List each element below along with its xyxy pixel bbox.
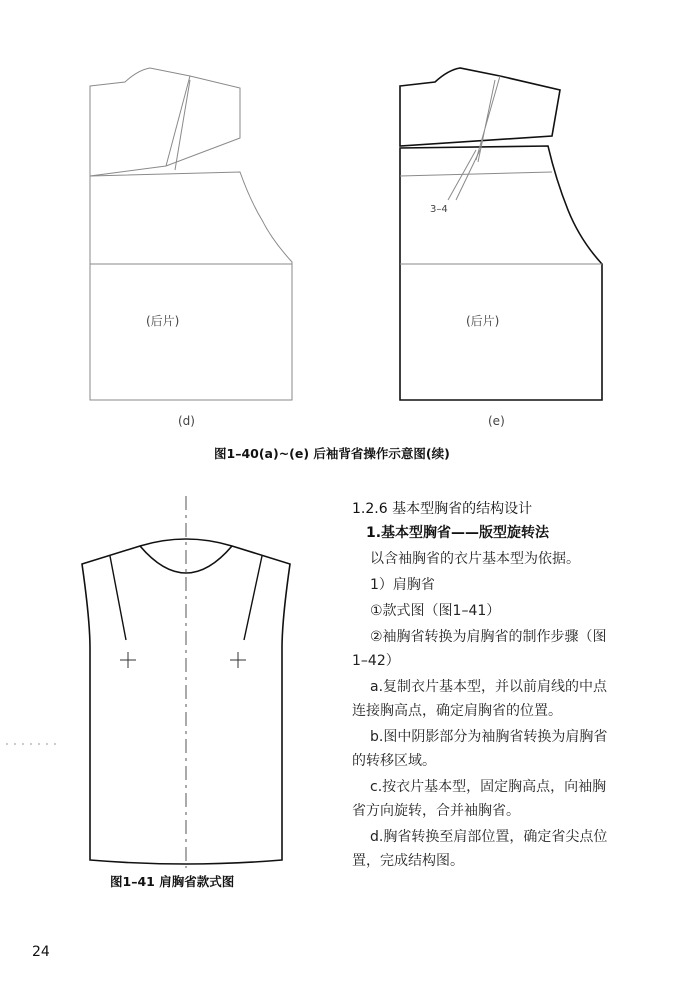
para-line-2: 1）肩胸省 — [370, 577, 435, 593]
panel-label-back-d: (后片) — [146, 314, 180, 328]
page-number: 24 — [32, 944, 50, 960]
sublabel-d: (d) — [178, 414, 195, 428]
para-line-5: 1–42） — [352, 653, 400, 669]
para-line-11: 省方向旋转，合并袖胸省。 — [352, 803, 520, 819]
para-line-10: c.按衣片基本型，固定胸高点，向袖胸 — [370, 779, 607, 795]
para-line-1: 以含袖胸省的衣片基本型为依据。 — [370, 551, 580, 567]
annotation-3-4: 3–4 — [430, 204, 448, 215]
sublabel-e: (e) — [488, 414, 505, 428]
para-line-12: d.胸省转换至肩部位置，确定省尖点位 — [370, 829, 608, 845]
section-subheading: 1.基本型胸省——版型旋转法 — [366, 525, 550, 541]
para-line-9: 的转移区域。 — [352, 753, 436, 769]
section-heading: 1.2.6 基本型胸省的结构设计 — [352, 501, 533, 517]
para-line-4: ②袖胸省转换为肩胸省的制作步骤（图 — [370, 629, 607, 645]
figure-caption-1-41: 图1–41 肩胸省款式图 — [110, 874, 235, 889]
para-line-13: 置，完成结构图。 — [352, 853, 464, 869]
para-line-3: ①款式图（图1–41） — [370, 603, 501, 619]
para-line-6: a.复制衣片基本型，并以前肩线的中点 — [370, 679, 608, 695]
figure-caption-1-40: 图1–40(a)~(e) 后袖背省操作示意图(续) — [214, 446, 450, 461]
para-line-7: 连接胸高点，确定肩胸省的位置。 — [352, 703, 562, 719]
panel-label-back-e: (后片) — [466, 314, 500, 328]
para-line-8: b.图中阴影部分为袖胸省转换为肩胸省 — [370, 729, 608, 745]
